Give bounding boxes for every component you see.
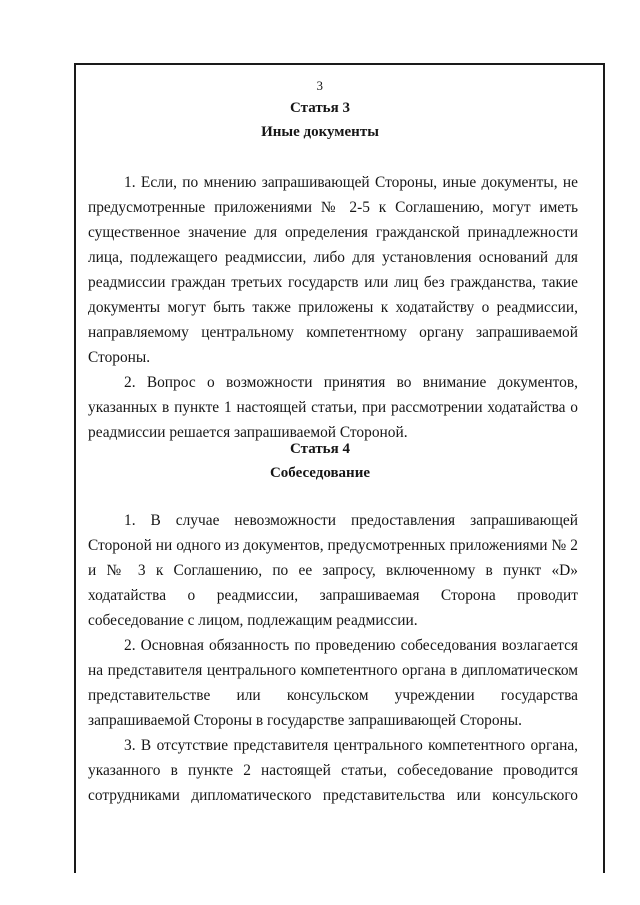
page-number: 3 [316,78,324,93]
article-3-title: Иные документы [261,124,379,140]
article-4-title: Собеседование [269,465,371,481]
article-3-body [88,170,578,445]
article-3-paragraph-1: 1. Если, по мнению запрашивающей Стороны, иные документы, не предусмотренные приложениями № 2-5 к Соглашению, могут иметь существенное значение для определения гражданской принадлежности лица, подлежащего реадмиссии, либо для установления оснований для реадмиссии граждан третьих государств или лиц без гражданства, такие документы могут быть также приложены к ходатайству о реадмиссии, направляемому центральному компетентному органу запрашиваемой Стороны. [88,174,578,366]
article-4-paragraph-1: 1. В случае невозможности предоставления запрашивающей Стороной ни одного из документов, предусмотренных приложениями № 2 и № 3 к Соглашению, по ее запросу, включенному в пункт «D» ходатайства о реадмиссии, запрашиваемая Сторона проводит собеседование с лицом, подлежащим реадмиссии. [88,512,578,629]
article-3-number: Статья 3 [290,100,350,116]
article-4-paragraph-2: 2. Основная обязанность по проведению собеседования возлагается на представителя центрального компетентного органа в дипломатическом представительстве или консульском учреждении государства запрашиваемой Стороны в государстве запрашивающей Стороны. [88,637,578,729]
article-4-number: Статья 4 [290,441,350,457]
article-4-paragraph-3: 3. В отсутствие представителя центрального компетентного органа, указанного в пункте 2 настоящей статьи, собеседование проводится сотрудниками дипломатического представительства или консульского [88,737,578,804]
article-4-body [88,508,578,808]
article-3-paragraph-2: 2. Вопрос о возможности принятия во внимание документов, указанных в пункте 1 настоящей статьи, при рассмотрении ходатайства о реадмиссии решается запрашиваемой Стороной. [88,374,578,441]
